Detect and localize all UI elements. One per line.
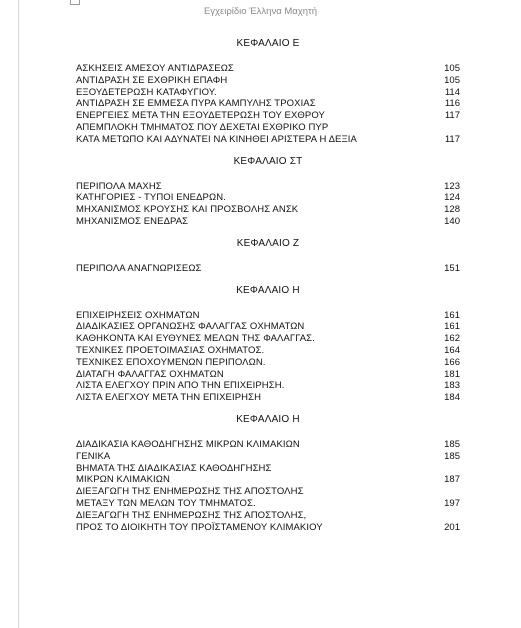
toc-entry-title: ΠΕΡΙΠΟΛΑ ΑΝΑΓΝΩΡΙΣΕΩΣ xyxy=(76,262,202,274)
toc-entry-page: 117 xyxy=(444,133,460,145)
toc-entry-title: ΑΝΤΙΔΡΑΣΗ ΣΕ ΕΧΘΡΙΚΗ ΕΠΑΦΗ xyxy=(76,74,228,86)
toc-entry xyxy=(76,486,460,510)
toc-entry-page: 140 xyxy=(444,215,460,227)
toc-entry-page: 114 xyxy=(444,86,460,98)
toc-entry xyxy=(76,263,460,275)
chapter-e xyxy=(76,38,460,146)
toc-entry xyxy=(76,204,460,216)
toc-entry-page: 105 xyxy=(444,74,460,86)
toc-entry-title: ΚΑΘΗΚΟΝΤΑ ΚΑΙ ΕΥΘΥΝΕΣ ΜΕΛΩΝ ΤΗΣ ΦΑΛΑΓΓΑΣ. xyxy=(76,333,315,345)
chapter-h-second xyxy=(76,414,460,533)
toc-entry xyxy=(76,369,460,381)
toc-entry-page: 124 xyxy=(444,192,460,204)
toc-entry-page: 185 xyxy=(444,450,460,462)
toc-entry xyxy=(76,463,460,487)
toc-entry-title: ΜΗΧΑΝΙΣΜΟΣ ΕΝΕΔΡΑΣ xyxy=(76,215,189,227)
toc-entry xyxy=(76,192,460,204)
toc-entry xyxy=(76,110,460,122)
toc-entry xyxy=(76,122,460,146)
chapter-heading: ΚΕΦΑΛΑΙΟ Ε xyxy=(236,38,300,49)
toc-entry-title: ΜΗΧΑΝΙΣΜΟΣ ΚΡΟΥΣΗΣ ΚΑΙ ΠΡΟΣΒΟΛΗΣ ΑΝΣΚ xyxy=(76,204,299,216)
chapter-entries xyxy=(76,439,460,533)
toc-entry-title: ΠΕΡΙΠΟΛΑ ΜΑΧΗΣ xyxy=(76,180,162,192)
toc-entry xyxy=(76,87,460,99)
toc-entry xyxy=(76,357,460,369)
text-boundary-corner-mark xyxy=(70,0,80,5)
toc-entry-page: 162 xyxy=(444,333,460,345)
toc-entry-page: 181 xyxy=(444,368,460,380)
toc-entry-page: 183 xyxy=(444,380,460,392)
toc-entry-page: 161 xyxy=(444,309,460,321)
chapter-heading: ΚΕΦΑΛΑΙΟ Η xyxy=(236,413,300,425)
chapter-entries xyxy=(76,310,460,404)
page-margin-rule xyxy=(18,0,19,628)
toc-entry-title: ΔΙΕΞΑΓΩΓΗ ΤΗΣ ΕΝΗΜΕΡΩΣΗΣ ΤΗΣ ΑΠΟΣΤΟΛΗΣ ΜΕΤΑΞΥ ΤΩΝ ΜΕΛΩΝ ΤΟΥ ΤΜΗΜΑΤΟΣ. xyxy=(76,486,304,509)
toc-entry-title: ΤΕΧΝΙΚΕΣ ΕΠΟΧΟΥΜΕΝΩΝ ΠΕΡΙΠΟΛΩΝ. xyxy=(76,356,266,368)
chapter-entries xyxy=(76,181,460,228)
toc-entry-page: 201 xyxy=(444,521,460,533)
toc-entry xyxy=(76,75,460,87)
chapter-st xyxy=(76,156,460,228)
toc-entry xyxy=(76,380,460,392)
toc-entry-title: ΔΙΕΞΑΓΩΓΗ ΤΗΣ ΕΝΗΜΕΡΩΣΗΣ ΤΗΣ ΑΠΟΣΤΟΛΗΣ, ΠΡΟΣ ΤΟ ΔΙΟΙΚΗΤΗ ΤΟΥ ΠΡΟΪΣΤΑΜΕΝΟΥ ΚΛΙΜΑΚΙΟΥ xyxy=(76,509,323,533)
toc-entry-title: ΔΙΑΔΙΚΑΣΙΕΣ ΟΡΓΑΝΩΣΗΣ ΦΑΛΑΓΓΑΣ ΟΧΗΜΑΤΩΝ xyxy=(76,321,305,333)
toc-entry-title: ΑΣΚΗΣΕΙΣ ΑΜΕΣΟΥ ΑΝΤΙΔΡΑΣΕΩΣ xyxy=(76,63,234,74)
toc-entry xyxy=(76,310,460,322)
running-header: Εγχειρίδιο Έλληνα Μαχητή xyxy=(203,6,318,17)
toc-entry-page: 185 xyxy=(444,438,460,450)
toc-entry-page: 123 xyxy=(444,180,460,192)
chapter-h xyxy=(76,285,460,404)
toc-entry-page: 151 xyxy=(444,262,460,274)
toc-entry-page: 128 xyxy=(444,204,460,216)
toc-entry-page: 117 xyxy=(444,110,460,122)
toc-entry xyxy=(76,392,460,404)
toc-entry-title: ΕΝΕΡΓΕΙΕΣ ΜΕΤΑ ΤΗΝ ΕΞΟΥΔΕΤΕΡΩΣΗ ΤΟΥ ΕΧΘΡΟΥ xyxy=(76,110,325,122)
toc-entry-title: ΑΠΕΜΠΛΟΚΗ ΤΜΗΜΑΤΟΣ ΠΟΥ ΔΕΧΕΤΑΙ ΕΧΘΡΙΚΟ ΠΥΡ ΚΑΤΑ ΜΕΤΩΠΟ ΚΑΙ ΑΔΥΝΑΤΕΙ ΝΑ ΚΙΝΗΘΕΙ ΑΡΙΣΤΕΡΑ Η ΔΕΞΙΑ xyxy=(76,121,357,145)
chapter-entries xyxy=(76,263,460,275)
toc-entry xyxy=(76,345,460,357)
toc-entry xyxy=(76,63,460,75)
toc-entry-title: ΛΙΣΤΑ ΕΛΕΓΧΟΥ ΠΡΙΝ ΑΠΟ ΤΗΝ ΕΠΙΧΕΙΡΗΣΗ. xyxy=(76,380,285,392)
toc-entry-page: 166 xyxy=(444,356,460,368)
chapter-heading: ΚΕΦΑΛΑΙΟ Η xyxy=(236,284,300,296)
toc-entry-page: 164 xyxy=(444,344,460,356)
toc-entry xyxy=(76,451,460,463)
toc-entry-page: 197 xyxy=(444,497,460,509)
toc-entry-page: 184 xyxy=(444,392,460,404)
toc-entry-page: 187 xyxy=(444,474,460,486)
toc-entry-title: ΓΕΝΙΚΑ xyxy=(76,450,111,462)
toc-entry-title: ΑΝΤΙΔΡΑΣΗ ΣΕ ΕΜΜΕΣΑ ΠΥΡΑ ΚΑΜΠΥΛΗΣ ΤΡΟΧΙΑΣ xyxy=(76,98,316,110)
chapter-z xyxy=(76,238,460,275)
toc-entry-page: 161 xyxy=(444,321,460,333)
toc-entry xyxy=(76,181,460,193)
toc-entry-title: ΕΞΟΥΔΕΤΕΡΩΣΗ ΚΑΤΑΦΥΓΙΟΥ. xyxy=(76,86,217,98)
toc-entry-title: ΤΕΧΝΙΚΕΣ ΠΡΟΕΤΟΙΜΑΣΙΑΣ ΟΧΗΜΑΤΟΣ. xyxy=(76,344,265,356)
toc-entry-page: 105 xyxy=(444,63,460,74)
toc-entry-title: ΛΙΣΤΑ ΕΛΕΓΧΟΥ ΜΕΤΑ ΤΗΝ ΕΠΙΧΕΙΡΗΣΗ xyxy=(76,392,262,404)
toc-entry-title: ΒΗΜΑΤΑ ΤΗΣ ΔΙΑΔΙΚΑΣΙΑΣ ΚΑΘΟΔΗΓΗΣΗΣ ΜΙΚΡΩΝ ΚΛΙΜΑΚΙΩΝ xyxy=(76,462,272,486)
toc-entry xyxy=(76,439,460,451)
chapter-heading: ΚΕΦΑΛΑΙΟ Ζ xyxy=(236,237,300,249)
toc-entry-title: ΔΙΑΤΑΓΗ ΦΑΛΑΓΓΑΣ ΟΧΗΜΑΤΩΝ xyxy=(76,368,224,380)
table-of-contents xyxy=(76,38,460,543)
toc-entry-title: ΕΠΙΧΕΙΡΗΣΕΙΣ ΟΧΗΜΑΤΩΝ xyxy=(76,309,200,321)
toc-entry-title: ΚΑΤΗΓΟΡΙΕΣ - ΤΥΠΟΙ ΕΝΕΔΡΩΝ. xyxy=(76,192,226,204)
toc-entry-page: 116 xyxy=(444,98,460,110)
toc-entry xyxy=(76,333,460,345)
toc-entry-title: ΔΙΑΔΙΚΑΣΙΑ ΚΑΘΟΔΗΓΗΣΗΣ ΜΙΚΡΩΝ ΚΛΙΜΑΚΙΩΝ xyxy=(76,438,300,450)
chapter-entries xyxy=(76,63,460,146)
toc-entry xyxy=(76,216,460,228)
toc-entry xyxy=(76,321,460,333)
toc-entry xyxy=(76,98,460,110)
chapter-heading: ΚΕΦΑΛΑΙΟ ΣΤ xyxy=(233,155,303,167)
toc-entry xyxy=(76,510,460,534)
